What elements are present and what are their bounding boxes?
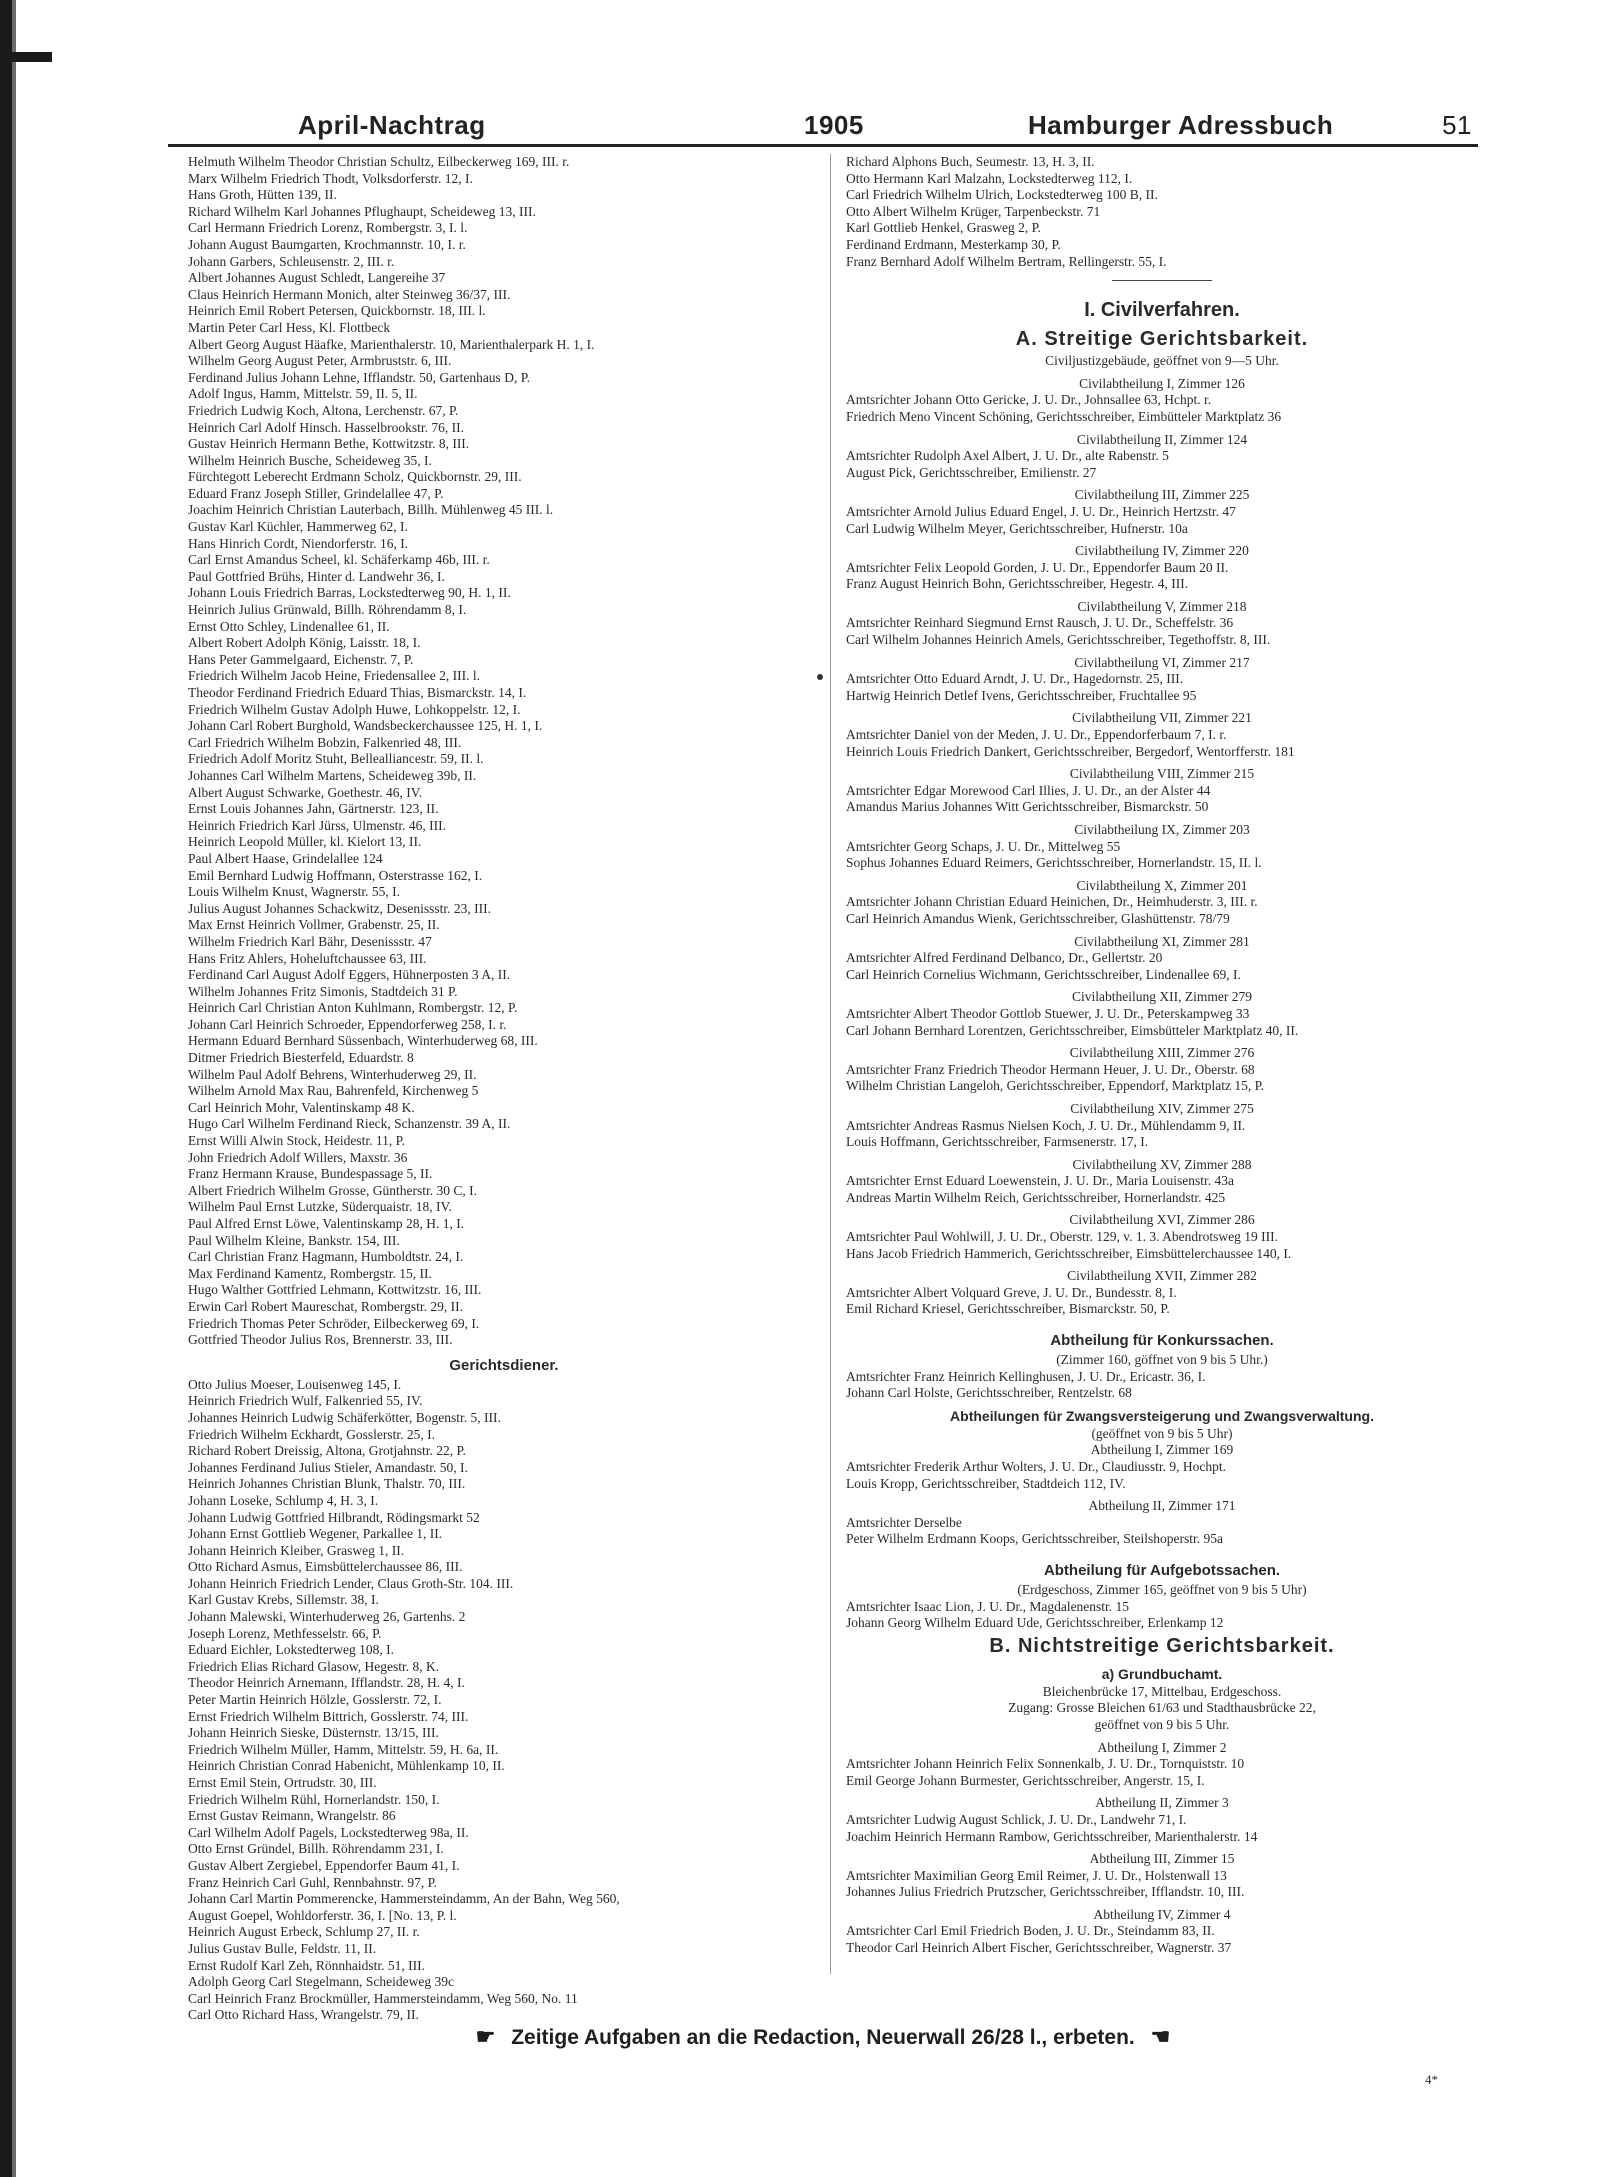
list-item: Wilhelm Georg August Peter, Armbruststr. 6, III. xyxy=(188,353,452,369)
list-item: Louis Wilhelm Knust, Wagnerstr. 55, I. xyxy=(188,884,400,900)
list-item: Amtsrichter Otto Eduard Arndt, J. U. Dr., Hagedornstr. 25, III. xyxy=(846,671,1184,687)
list-item: Franz Hermann Krause, Bundespassage 5, II. xyxy=(188,1166,433,1182)
list-item: Johann Heinrich Kleiber, Grasweg 1, II. xyxy=(188,1542,405,1558)
list-item: Amtsrichter Franz Heinrich Kellinghusen, J. U. Dr., Ericastr. 36, I. xyxy=(846,1368,1206,1384)
department-heading: Civilabtheilung XIII, Zimmer 276 xyxy=(1069,1045,1255,1061)
column-divider xyxy=(830,154,831,1974)
list-item: Peter Wilhelm Erdmann Koops, Gerichtsschreiber, Steilshoperstr. 95a xyxy=(846,1531,1223,1547)
list-item: Gustav Karl Küchler, Hammerweg 62, I. xyxy=(188,519,408,535)
department-heading: Civilabtheilung VI, Zimmer 217 xyxy=(1074,654,1250,670)
list-item: Friedrich Wilhelm Gustav Adolph Huwe, Lohkoppelstr. 12, I. xyxy=(188,701,521,717)
list-item: Johann Carl Holste, Gerichtsschreiber, Rentzelstr. 68 xyxy=(846,1385,1132,1401)
department-heading: Civilabtheilung IV, Zimmer 220 xyxy=(1075,543,1249,559)
list-item: Heinrich Louis Friedrich Dankert, Gerichtsschreiber, Bergedorf, Wentorfferstr. 181 xyxy=(846,743,1295,759)
list-item: Amtsrichter Georg Schaps, J. U. Dr., Mittelweg 55 xyxy=(846,838,1121,854)
list-item: Friedrich Adolf Moritz Stuht, Bellealliancestr. 59, II. l. xyxy=(188,751,484,767)
list-item: Carl Friedrich Wilhelm Ulrich, Lockstedterweg 100 B, II. xyxy=(846,187,1158,203)
department-heading: Civilabtheilung III, Zimmer 225 xyxy=(1074,487,1250,503)
list-item: Heinrich Friedrich Karl Jürss, Ulmenstr. 46, III. xyxy=(188,817,446,833)
list-item: Richard Robert Dreissig, Altona, Grotjahnstr. 22, P. xyxy=(188,1443,466,1459)
list-item: Sophus Johannes Eduard Reimers, Gerichtsschreiber, Hornerlandstr. 15, II. l. xyxy=(846,855,1262,871)
list-item: Hans Hinrich Cordt, Niendorferstr. 16, I. xyxy=(188,535,409,551)
list-item: Ferdinand Erdmann, Mesterkamp 30, P. xyxy=(846,236,1061,252)
section-note: (Zimmer 160, göffnet von 9 bis 5 Uhr.) xyxy=(1056,1352,1268,1368)
list-item: Hartwig Heinrich Detlef Ivens, Gerichtsschreiber, Fruchtallee 95 xyxy=(846,687,1197,703)
list-item: Carl Wilhelm Johannes Heinrich Amels, Gerichtsschreiber, Tegethoffstr. 8, III. xyxy=(846,632,1271,648)
list-item: Johann Carl Martin Pommerencke, Hammersteindamm, An der Bahn, Weg 560, xyxy=(188,1891,620,1907)
list-item: Carl Heinrich Cornelius Wichmann, Gerichtsschreiber, Lindenallee 69, I. xyxy=(846,966,1241,982)
list-item: Otto Julius Moeser, Louisenweg 145, I. xyxy=(188,1376,402,1392)
list-item: Helmuth Wilhelm Theodor Christian Schultz, Eilbeckerweg 169, III. r. xyxy=(188,154,570,169)
list-item: Johann Louis Friedrich Barras, Lockstedterweg 90, H. 1, II. xyxy=(188,585,511,601)
list-item: Johann Loseke, Schlump 4, H. 3, I. xyxy=(188,1492,379,1508)
list-item: Amtsrichter Frederik Arthur Wolters, J. U. Dr., Claudiusstr. 9, Hochpt. xyxy=(846,1459,1226,1474)
list-item: Amtsrichter Johann Christian Eduard Heinichen, Dr., Heimhuderstr. 3, III. r. xyxy=(846,894,1258,910)
section-heading-civil: I. Civilverfahren. xyxy=(1084,299,1240,322)
list-item: Max Ferdinand Kamentz, Rombergstr. 15, II. xyxy=(188,1265,432,1281)
list-item: Louis Hoffmann, Gerichtsschreiber, Farmsenerstr. 17, I. xyxy=(846,1134,1149,1150)
list-item: Paul Gottfried Brühs, Hinter d. Landwehr 36, I. xyxy=(188,568,445,584)
list-item: Johann Malewski, Winterhuderweg 26, Gartenhs. 2 xyxy=(188,1609,466,1625)
list-item: Friedrich Ludwig Koch, Altona, Lerchenstr. 67, P. xyxy=(188,402,459,418)
department-heading: Civilabtheilung XII, Zimmer 279 xyxy=(1072,989,1252,1005)
list-item: Heinrich Friedrich Wulf, Falkenried 55, IV. xyxy=(188,1393,423,1409)
list-item: Max Ernst Heinrich Vollmer, Grabenstr. 25, II. xyxy=(188,917,440,933)
list-item: Heinrich Julius Grünwald, Billh. Röhrendamm 8, I. xyxy=(188,602,467,618)
department-heading: Civilabtheilung XVII, Zimmer 282 xyxy=(1067,1268,1257,1284)
list-item: Peter Martin Heinrich Hölzle, Gosslerstr. 72, I. xyxy=(188,1692,442,1708)
list-item: Otto Hermann Karl Malzahn, Lockstedterweg 112, I. xyxy=(846,170,1133,186)
list-item: August Goepel, Wohldorferstr. 36, I. [No. 13, P. l. xyxy=(188,1907,457,1923)
department-heading: Civilabtheilung XIV, Zimmer 275 xyxy=(1070,1100,1254,1116)
list-item: Franz Heinrich Carl Guhl, Rennbahnstr. 97, P. xyxy=(188,1874,437,1890)
list-item: Carl Christian Franz Hagmann, Humboldtstr. 24, I. xyxy=(188,1249,464,1265)
department-heading: Abtheilung II, Zimmer 3 xyxy=(1095,1795,1229,1811)
list-item: Heinrich Christian Conrad Habenicht, Mühlenkamp 10, II. xyxy=(188,1758,505,1774)
section-heading-konkurs: Abtheilung für Konkurssachen. xyxy=(1050,1332,1274,1350)
section-note: (Erdgeschoss, Zimmer 165, geöffnet von 9 bis 5 Uhr) xyxy=(1017,1581,1307,1597)
list-item: Albert Robert Adolph König, Laisstr. 18, I. xyxy=(188,635,421,651)
list-item: Emil Richard Kriesel, Gerichtsschreiber, Bismarckstr. 50, P. xyxy=(846,1301,1170,1317)
list-item: Johannes Julius Friedrich Prutzscher, Gerichtsschreiber, Ifflandstr. 10, III. xyxy=(846,1884,1245,1900)
list-item: Ernst Gustav Reimann, Wrangelstr. 86 xyxy=(188,1808,396,1824)
department-heading: Abtheilung IV, Zimmer 4 xyxy=(1093,1906,1231,1922)
list-item: Friedrich Elias Richard Glasow, Hegestr. 8, K. xyxy=(188,1658,440,1674)
list-item: Johannes Heinrich Ludwig Schäferkötter, Bogenstr. 5, III. xyxy=(188,1409,501,1425)
list-item: Julius August Johannes Schackwitz, Desenissstr. 23, III. xyxy=(188,900,491,916)
list-item: Johann Heinrich Sieske, Düsternstr. 13/15, III. xyxy=(188,1725,439,1741)
list-item: Adolph Georg Carl Stegelmann, Scheideweg 39c xyxy=(188,1974,454,1990)
list-item: Ferdinand Julius Johann Lehne, Ifflandstr. 50, Gartenhaus D, P. xyxy=(188,369,531,385)
department-heading: Civilabtheilung V, Zimmer 218 xyxy=(1077,598,1247,614)
list-item: Andreas Martin Wilhelm Reich, Gerichtsschreiber, Hornerlandstr. 425 xyxy=(846,1189,1226,1205)
list-item: Johann Georg Wilhelm Eduard Ude, Gerichtsschreiber, Erlenkamp 12 xyxy=(846,1615,1224,1631)
section-heading-zwang: Abtheilungen für Zwangsversteigerung und Zwangsverwaltung. xyxy=(950,1407,1374,1424)
section-note: geöffnet von 9 bis 5 Uhr. xyxy=(1094,1716,1230,1732)
list-item: Amtsrichter Arnold Julius Eduard Engel, J. U. Dr., Heinrich Hertzstr. 47 xyxy=(846,503,1236,519)
list-item: Hermann Eduard Bernhard Süssenbach, Winterhuderweg 68, III. xyxy=(188,1033,538,1049)
department-heading: Abtheilung II, Zimmer 171 xyxy=(1088,1498,1236,1514)
list-item: Wilhelm Heinrich Busche, Scheideweg 35, I. xyxy=(188,452,432,468)
list-item: Wilhelm Paul Ernst Lutzke, Süderquaistr. 18, IV. xyxy=(188,1199,452,1215)
list-item: Heinrich Johannes Christian Blunk, Thalstr. 70, III. xyxy=(188,1476,466,1492)
list-item: Carl Heinrich Mohr, Valentinskamp 48 K. xyxy=(188,1099,415,1115)
list-item: Fürchtegott Leberecht Erdmann Scholz, Quickbornstr. 29, III. xyxy=(188,469,522,485)
list-item: Ernst Louis Johannes Jahn, Gärtnerstr. 123, II. xyxy=(188,801,439,817)
section-heading-streitige: A. Streitige Gerichtsbarkeit. xyxy=(1015,328,1309,351)
department-heading: Abtheilung I, Zimmer 2 xyxy=(1097,1739,1227,1755)
list-item: Adolf Ingus, Hamm, Mittelstr. 59, II. 5, II. xyxy=(188,386,418,402)
list-item: Richard Wilhelm Karl Johannes Pflughaupt, Scheideweg 13, III. xyxy=(188,203,536,219)
list-item: Paul Alfred Ernst Löwe, Valentinskamp 28, H. 1, I. xyxy=(188,1216,465,1231)
list-item: Amtsrichter Albert Volquard Greve, J. U. Dr., Bundesstr. 8, I. xyxy=(846,1284,1177,1300)
list-item: Friedrich Wilhelm Jacob Heine, Friedensallee 2, III. l. xyxy=(188,668,480,684)
list-item: Amtsrichter Maximilian Georg Emil Reimer, J. U. Dr., Holstenwall 13 xyxy=(846,1867,1227,1883)
list-item: John Friedrich Adolf Willers, Maxstr. 36 xyxy=(188,1149,408,1165)
list-item: Amtsrichter Andreas Rasmus Nielsen Koch, J. U. Dr., Mühlendamm 9, II. xyxy=(846,1117,1246,1133)
list-item: Karl Gottlieb Henkel, Grasweg 2, P. xyxy=(846,220,1041,236)
list-item: Joachim Heinrich Hermann Rambow, Gerichtsschreiber, Marienthalerstr. 14 xyxy=(846,1828,1258,1844)
separator-rule xyxy=(1112,280,1212,281)
list-item: Heinrich Carl Adolf Hinsch. Hasselbrookstr. 76, II. xyxy=(188,419,464,435)
section-heading-aufgebot: Abtheilung für Aufgebotssachen. xyxy=(1043,1561,1281,1579)
list-item: Franz August Heinrich Bohn, Gerichtsschreiber, Hegestr. 4, III. xyxy=(846,576,1189,592)
list-item: Carl Wilhelm Adolf Pagels, Lockstedterweg 98a, II. xyxy=(188,1824,469,1840)
list-item: Theodor Carl Heinrich Albert Fischer, Gerichtsschreiber, Wagnerstr. 37 xyxy=(846,1940,1232,1956)
list-item: Albert Johannes August Schledt, Langereihe 37 xyxy=(188,270,446,286)
header-title: Hamburger Adressbuch xyxy=(1028,110,1334,140)
list-item: Amtsrichter Ernst Eduard Loewenstein, J. U. Dr., Maria Louisenstr. 43a xyxy=(846,1173,1235,1189)
list-item: Otto Ernst Gründel, Billh. Röhrendamm 231, I. xyxy=(188,1841,444,1857)
list-item: Johann Garbers, Schleusenstr. 2, III. r. xyxy=(188,253,395,269)
list-item: Johann August Baumgarten, Krochmannstr. 10, I. r. xyxy=(188,236,466,252)
list-item: Johann Ernst Gottlieb Wegener, Parkallee 1, II. xyxy=(188,1526,443,1542)
list-item: Marx Wilhelm Friedrich Thodt, Volksdorferstr. 12, I. xyxy=(188,170,473,186)
list-item: Amtsrichter Felix Leopold Gorden, J. U. Dr., Eppendorfer Baum 20 II. xyxy=(846,559,1229,575)
list-item: Ernst Rudolf Karl Zeh, Rönnhaidstr. 51, III. xyxy=(188,1957,425,1973)
list-item: Otto Richard Asmus, Eimsbüttelerchaussee 86, III. xyxy=(188,1559,463,1575)
list-item: Johann Heinrich Friedrich Lender, Claus Groth-Str. 104. III. xyxy=(188,1575,514,1591)
page-number: 51 xyxy=(1442,110,1472,140)
list-item: Friedrich Wilhelm Eckhardt, Gosslerstr. 25, I. xyxy=(188,1426,436,1442)
list-item: Wilhelm Johannes Fritz Simonis, Stadtdeich 31 P. xyxy=(188,983,458,999)
list-item: August Pick, Gerichtsschreiber, Emilienstr. 27 xyxy=(846,464,1097,480)
list-item: Friedrich Meno Vincent Schöning, Gerichtsschreiber, Eimbütteler Marktplatz 36 xyxy=(846,408,1282,424)
list-item: Ernst Otto Schley, Lindenallee 61, II. xyxy=(188,618,390,634)
scan-edge-shadow xyxy=(12,0,16,2177)
header-year: 1905 xyxy=(804,110,864,140)
list-item: Hugo Walther Gottfried Lehmann, Kottwitzstr. 16, III. xyxy=(188,1282,482,1298)
list-item: Amtsrichter Paul Wohlwill, J. U. Dr., Oberstr. 129, v. 1. 3. Abendrotsweg 19 III. xyxy=(846,1229,1278,1245)
page xyxy=(168,104,1478,2087)
section-note: Civiljustizgebäude, geöffnet von 9—5 Uhr. xyxy=(1045,353,1279,369)
list-item: Carl Friedrich Wilhelm Bobzin, Falkenried 48, III. xyxy=(188,734,462,750)
section-heading-nichtstreitige: B. Nichtstreitige Gerichtsbarkeit. xyxy=(989,1634,1335,1657)
list-item: Louis Kropp, Gerichtsschreiber, Stadtdeich 112, IV. xyxy=(846,1475,1126,1491)
department-heading: Civilabtheilung XVI, Zimmer 286 xyxy=(1069,1212,1255,1228)
list-item: Carl Heinrich Amandus Wienk, Gerichtsschreiber, Glashüttenstr. 78/79 xyxy=(846,910,1230,926)
list-item: Johann Ludwig Gottfried Hilbrandt, Rödingsmarkt 52 xyxy=(188,1509,480,1525)
list-item: Amtsrichter Ludwig August Schlick, J. U. Dr., Landwehr 71, I. xyxy=(846,1811,1187,1827)
list-item: Theodor Ferdinand Friedrich Eduard Thias, Bismarckstr. 14, I. xyxy=(188,685,527,700)
list-item: Ferdinand Carl August Adolf Eggers, Hühnerposten 3 A, II. xyxy=(188,967,511,983)
list-item: Carl Hermann Friedrich Lorenz, Rombergstr. 3, I. l. xyxy=(188,220,468,236)
list-item: Amtsrichter Albert Theodor Gottlob Stuewer, J. U. Dr., Peterskampweg 33 xyxy=(846,1005,1250,1021)
department-heading: Civilabtheilung I, Zimmer 126 xyxy=(1079,375,1245,391)
department-heading: Civilabtheilung X, Zimmer 201 xyxy=(1076,877,1248,893)
page-header xyxy=(168,104,1478,147)
list-item: Amtsrichter Johann Otto Gericke, J. U. Dr., Johnsallee 63, Hchpt. r. xyxy=(846,392,1212,408)
list-item: Amtsrichter Alfred Ferdinand Delbanco, Dr., Gellertstr. 20 xyxy=(846,950,1163,966)
list-item: Carl Ludwig Wilhelm Meyer, Gerichtsschreiber, Hufnerstr. 10a xyxy=(846,520,1188,536)
list-item: Johann Carl Robert Burghold, Wandsbeckerchaussee 125, H. 1, I. xyxy=(188,718,543,734)
pointing-hand-left-icon: ☚ xyxy=(1150,2024,1171,2049)
list-item: Johannes Ferdinand Julius Stieler, Amandastr. 50, I. xyxy=(188,1459,468,1475)
list-item: Gottfried Theodor Julius Ros, Brennerstr. 33, III. xyxy=(188,1332,453,1348)
list-item: Joachim Heinrich Christian Lauterbach, Billh. Mühlenweg 45 III. l. xyxy=(188,502,554,518)
list-item: Paul Wilhelm Kleine, Bankstr. 154, III. xyxy=(188,1232,400,1248)
list-item: Amtsrichter Derselbe xyxy=(846,1514,962,1530)
spacer xyxy=(846,1957,1478,1963)
department-heading: Civilabtheilung VII, Zimmer 221 xyxy=(1072,710,1252,726)
left-column xyxy=(188,154,820,2024)
department-heading: Abtheilung I, Zimmer 169 xyxy=(1090,1442,1234,1458)
list-item: Albert Friedrich Wilhelm Grosse, Güntherstr. 30 C, I. xyxy=(188,1182,478,1198)
list-item: Amtsrichter Isaac Lion, J. U. Dr., Magdalenenstr. 15 xyxy=(846,1598,1130,1614)
list-item: Amtsrichter Johann Heinrich Felix Sonnenkalb, J. U. Dr., Tornquiststr. 10 xyxy=(846,1756,1245,1772)
list-item: Wilhelm Arnold Max Rau, Bahrenfeld, Kirchenweg 5 xyxy=(188,1083,479,1099)
list-item: Carl Heinrich Franz Brockmüller, Hammersteindamm, Weg 560, No. 11 xyxy=(188,1990,578,2006)
list-item: Ernst Emil Stein, Ortrudstr. 30, III. xyxy=(188,1775,377,1790)
list-item: Hans Groth, Hütten 139, II. xyxy=(188,187,337,203)
list-item: Wilhelm Christian Langeloh, Gerichtsschreiber, Eppendorf, Marktplatz 15, P. xyxy=(846,1078,1265,1094)
list-item: Hans Fritz Ahlers, Hoheluftchaussee 63, III. xyxy=(188,950,427,966)
list-item: Ditmer Friedrich Biesterfeld, Eduardstr. 8 xyxy=(188,1050,414,1066)
footer-notice xyxy=(168,2024,1478,2050)
list-item: Albert Georg August Häafke, Marienthalerstr. 10, Marienthalerpark H. 1, I. xyxy=(188,336,595,352)
list-item: Franz Bernhard Adolf Wilhelm Bertram, Rellingerstr. 55, I. xyxy=(846,253,1167,269)
list-item: Eduard Franz Joseph Stiller, Grindelallee 47, P. xyxy=(188,485,444,501)
list-item: Carl Johann Bernhard Lorentzen, Gerichtsschreiber, Eimsbütteler Marktplatz 40, II. xyxy=(846,1022,1299,1038)
list-item: Ernst Willi Alwin Stock, Heidestr. 11, P. xyxy=(188,1133,405,1149)
margin-dot xyxy=(817,674,823,680)
list-item: Gustav Albert Zergiebel, Eppendorfer Baum 41, I. xyxy=(188,1857,460,1873)
section-note: Bleichenbrücke 17, Mittelbau, Erdgeschoss. xyxy=(1042,1683,1282,1699)
header-left: April-Nachtrag xyxy=(298,110,486,140)
list-item: Eduard Eichler, Lokstedterweg 108, I. xyxy=(188,1642,395,1658)
list-item: Friedrich Thomas Peter Schröder, Eilbeckerweg 69, I. xyxy=(188,1315,480,1331)
department-heading: Abtheilung III, Zimmer 15 xyxy=(1089,1851,1235,1867)
list-item: Paul Albert Haase, Grindelallee 124 xyxy=(188,850,383,866)
section-heading-gerichtsdiener: Gerichtsdiener. xyxy=(449,1356,559,1374)
list-item: Emil Bernhard Ludwig Hoffmann, Osterstrasse 162, I. xyxy=(188,867,483,883)
list-item: Wilhelm Paul Adolf Behrens, Winterhuderweg 29, II. xyxy=(188,1066,477,1082)
list-item: Julius Gustav Bulle, Feldstr. 11, II. xyxy=(188,1940,377,1956)
list-item: Heinrich Leopold Müller, kl. Kielort 13, II. xyxy=(188,834,422,850)
list-item: Richard Alphons Buch, Seumestr. 13, H. 3, II. xyxy=(846,154,1095,169)
footer-text: Zeitige Aufgaben an die Redaction, Neuerwall 26/28 l., erbeten. xyxy=(511,2026,1135,2049)
list-item: Gustav Heinrich Hermann Bethe, Kottwitzstr. 8, III. xyxy=(188,436,470,452)
signature-mark: 4* xyxy=(1425,2072,1438,2087)
list-item: Theodor Heinrich Arnemann, Ifflandstr. 28, H. 4, I. xyxy=(188,1675,465,1691)
list-item: Otto Albert Wilhelm Krüger, Tarpenbeckstr. 71 xyxy=(846,203,1101,219)
department-heading: Civilabtheilung VIII, Zimmer 215 xyxy=(1069,766,1255,782)
pointing-hand-right-icon: ☛ xyxy=(475,2024,496,2049)
spacer xyxy=(846,1318,1478,1324)
section-note: Zugang: Grosse Bleichen 61/63 und Stadthausbrücke 22, xyxy=(1008,1700,1316,1716)
right-column xyxy=(846,154,1478,1963)
list-item: Johannes Carl Wilhelm Martens, Scheideweg 39b, II. xyxy=(188,767,477,783)
list-item: Hugo Carl Wilhelm Ferdinand Rieck, Schanzenstr. 39 A, II. xyxy=(188,1116,511,1132)
list-item: Heinrich Carl Christian Anton Kuhlmann, Rombergstr. 12, P. xyxy=(188,1000,518,1016)
list-item: Carl Otto Richard Hass, Wrangelstr. 79, II. xyxy=(188,2007,419,2023)
list-item: Claus Heinrich Hermann Monich, alter Steinweg 36/37, III. xyxy=(188,286,511,302)
section-heading-grundbuch: a) Grundbuchamt. xyxy=(1101,1665,1223,1682)
list-item: Albert August Schwarke, Goethestr. 46, IV. xyxy=(188,784,423,800)
department-heading: Civilabtheilung II, Zimmer 124 xyxy=(1076,431,1248,447)
scan-edge xyxy=(0,0,12,2177)
scan-corner-mark xyxy=(12,52,52,62)
list-item: Heinrich August Erbeck, Schlump 27, II. r. xyxy=(188,1924,420,1940)
list-item: Carl Ernst Amandus Scheel, kl. Schäferkamp 46b, III. r. xyxy=(188,552,490,568)
list-item: Amtsrichter Carl Emil Friedrich Boden, J. U. Dr., Steindamm 83, II. xyxy=(846,1923,1215,1939)
list-item: Friedrich Wilhelm Müller, Hamm, Mittelstr. 59, H. 6a, II. xyxy=(188,1741,499,1757)
list-item: Karl Gustav Krebs, Sillemstr. 38, I. xyxy=(188,1592,379,1608)
list-item: Friedrich Wilhelm Rühl, Hornerlandstr. 150, I. xyxy=(188,1791,440,1807)
list-item: Emil George Johann Burmester, Gerichtsschreiber, Angerstr. 15, I. xyxy=(846,1772,1205,1788)
list-item: Amtsrichter Rudolph Axel Albert, J. U. Dr., alte Rabenstr. 5 xyxy=(846,448,1169,464)
list-item: Heinrich Emil Robert Petersen, Quickbornstr. 18, III. l. xyxy=(188,303,486,319)
list-item: Erwin Carl Robert Maureschat, Rombergstr. 29, II. xyxy=(188,1298,463,1314)
list-item: Amtsrichter Edgar Morewood Carl Illies, J. U. Dr., an der Alster 44 xyxy=(846,782,1211,798)
list-item: Amtsrichter Franz Friedrich Theodor Hermann Heuer, J. U. Dr., Oberstr. 68 xyxy=(846,1061,1255,1077)
spacer xyxy=(846,1548,1478,1554)
list-item: Martin Peter Carl Hess, Kl. Flottbeck xyxy=(188,319,391,335)
list-item: Hans Peter Gammelgaard, Eichenstr. 7, P. xyxy=(188,651,414,667)
list-item: Ernst Friedrich Wilhelm Bittrich, Gosslerstr. 74, III. xyxy=(188,1708,469,1724)
list-item: Johann Carl Heinrich Schroeder, Eppendorferweg 258, I. r. xyxy=(188,1016,507,1032)
list-item: Hans Jacob Friedrich Hammerich, Gerichtsschreiber, Eimsbüttelerchaussee 140, I. xyxy=(846,1245,1292,1261)
department-heading: Civilabtheilung IX, Zimmer 203 xyxy=(1074,822,1250,837)
department-heading: Civilabtheilung XI, Zimmer 281 xyxy=(1074,933,1250,949)
list-item: Amandus Marius Johannes Witt Gerichtsschreiber, Bismarckstr. 50 xyxy=(846,799,1209,815)
department-heading: Civilabtheilung XV, Zimmer 288 xyxy=(1072,1156,1252,1172)
list-item: Joseph Lorenz, Methfesselstr. 66, P. xyxy=(188,1625,382,1641)
list-item: Wilhelm Friedrich Karl Bähr, Desenissstr. 47 xyxy=(188,933,432,949)
list-item: Amtsrichter Reinhard Siegmund Ernst Rausch, J. U. Dr., Scheffelstr. 36 xyxy=(846,615,1234,631)
section-note: (geöffnet von 9 bis 5 Uhr) xyxy=(1091,1425,1233,1441)
columns xyxy=(168,154,1478,2023)
list-item: Amtsrichter Daniel von der Meden, J. U. Dr., Eppendorferbaum 7, I. r. xyxy=(846,727,1227,743)
